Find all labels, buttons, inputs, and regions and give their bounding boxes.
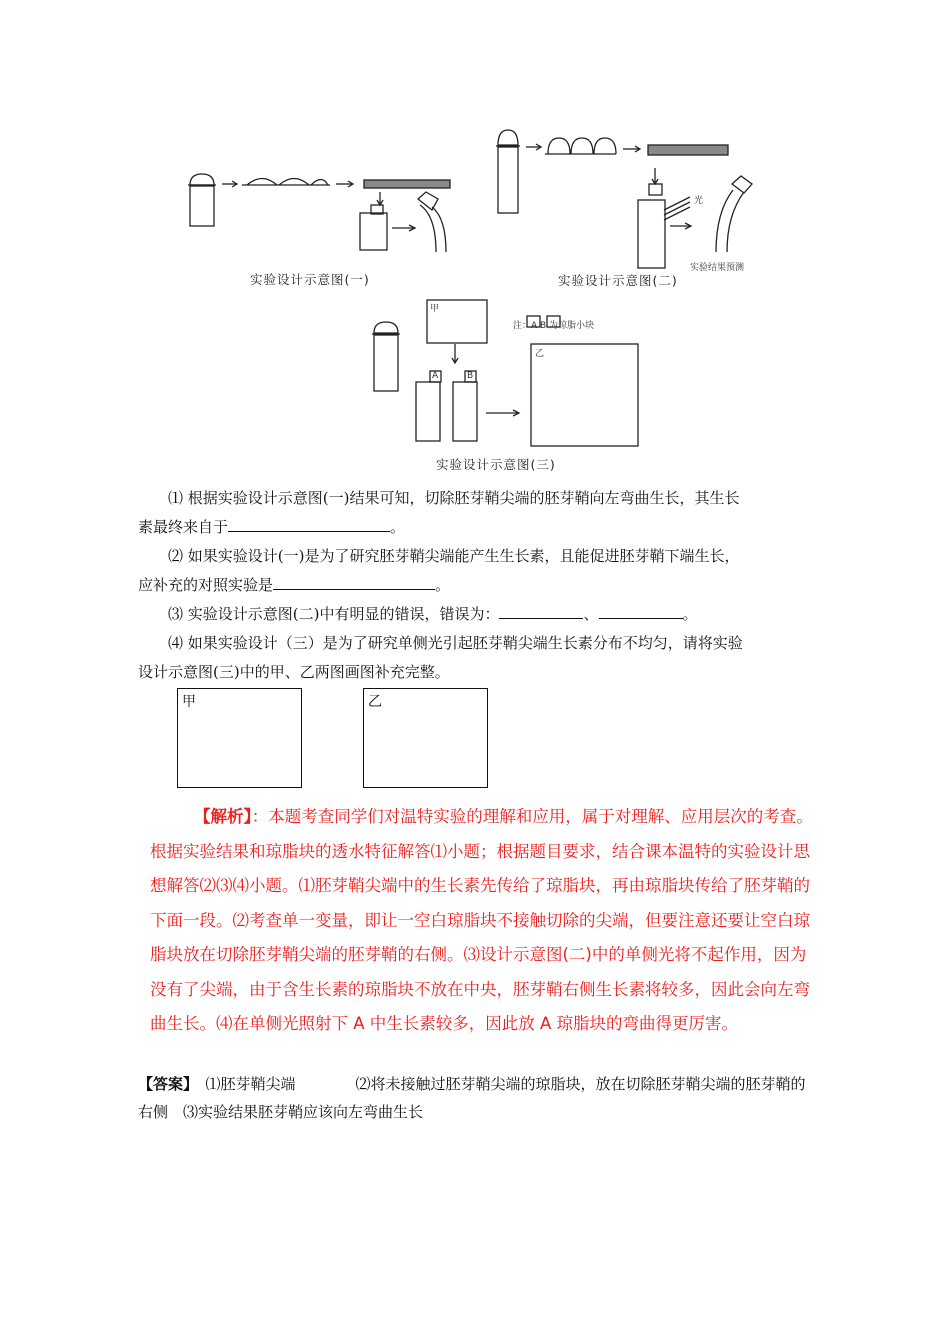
question-4-line-1: ⑷ 如果实验设计（三）是为了研究单侧光引起胚芽鞘尖端生长素分布不均匀，请将实验 (168, 634, 743, 652)
question-1-line-2: 素最终来自于 。 (138, 513, 818, 542)
answer-text: ⑴胚芽鞘尖端 ⑵将未接触过胚芽鞘尖端的琼脂块，放在切除胚芽鞘尖端的胚芽鞘的右侧 ⑶实验结果胚芽鞘应该向左弯曲生长 (138, 1075, 806, 1121)
figure-3-block-a: A (432, 371, 439, 381)
figure-3-box-yi-label: 乙 (535, 349, 545, 359)
figure-2-result-label: 实验结果预测 (690, 263, 745, 273)
analysis-tag: 【解析】 (194, 807, 252, 826)
figure-2-drawing (496, 130, 752, 268)
figure-3-drawing (372, 300, 638, 446)
figure-1-caption: 实验设计示意图(一) (250, 272, 370, 287)
figure-2-light-label: 光 (694, 196, 704, 206)
figure-3-block-b: B (467, 371, 474, 381)
questions (138, 484, 818, 687)
figure-2-caption: 实验设计示意图(二) (558, 273, 678, 288)
question-1-line-1: ⑴ 根据实验设计示意图(一)结果可知，切除胚芽鞘尖端的胚芽鞘向左弯曲生长，其生长 (168, 489, 740, 507)
figure-3-caption: 实验设计示意图(三) (436, 457, 556, 472)
analysis-block (150, 800, 818, 1042)
figure-3-note: 注：A B 为琼脂小块 (513, 321, 595, 331)
question-3-blank-1[interactable] (499, 601, 583, 619)
question-3-line: ⑶ 实验设计示意图(二)中有明显的错误，错误为： 、 。 (138, 600, 818, 629)
question-4-line-2: 设计示意图(三)中的甲、乙两图画图补充完整。 (138, 663, 450, 681)
answer-block (138, 1070, 818, 1126)
question-1-blank[interactable] (228, 514, 390, 532)
answer-tag: 【答案】 (138, 1075, 191, 1093)
question-3-blank-2[interactable] (599, 601, 683, 619)
experiment-figures (0, 0, 950, 480)
question-2-blank[interactable] (273, 572, 435, 590)
figure-3-box-jia-label: 甲 (430, 304, 440, 314)
analysis-text: ：本题考查同学们对温特实验的理解和应用，属于对理解、应用层次的考查。根据实验结果和琼脂块的透水特征解答⑴小题；根据题目要求，结合课本温特的实验设计思想解答⑵⑶⑷小题。⑴胚芽鞘尖端中的生长素先传给了琼脂块，再由琼脂块传给了胚芽鞘的下面一段。⑵考查单一变量，即让一空白琼脂块不接触切除的尖端，但要注意还要让空白琼脂块放在切除胚芽鞘尖端的胚芽鞘的右侧。⑶设计示意图(二)中的单侧光将不起作用，因为没有了尖端，由于含生长素的琼脂块不放在中央，胚芽鞘右侧生长素将较多，因此会向左弯曲生长。⑷在单侧光照射下 A 中生长素较多，因此放 A 琼脂块的弯曲得更厉害。 (150, 807, 813, 1033)
question-2-line-2: 应补充的对照实验是 。 (138, 571, 818, 600)
question-2-line-1: ⑵ 如果实验设计(一)是为了研究胚芽鞘尖端能产生生长素，且能促进胚芽鞘下端生长， (168, 547, 740, 565)
draw-box-yi[interactable]: 乙 (363, 688, 488, 788)
figure-1-drawing (188, 174, 450, 252)
draw-box-jia[interactable]: 甲 (177, 688, 302, 788)
